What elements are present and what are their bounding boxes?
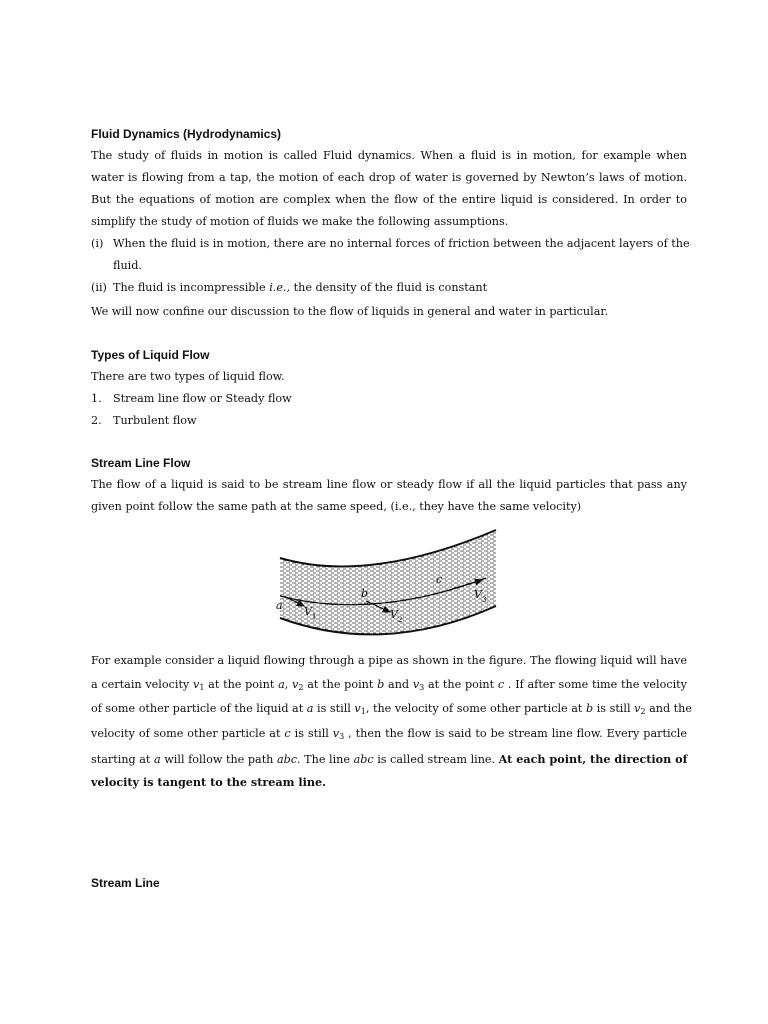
assumption-1-text-continued: fluid. [113, 259, 142, 272]
example-line-1: For example consider a liquid flowing through a pipe as shown in the figure. The flowing liquid will have [91, 654, 687, 667]
assumption-2-text: The fluid is incompressible i.e., the density of the fluid is constant [113, 281, 488, 294]
heading-fluid-dynamics: Fluid Dynamics (Hydrodynamics) [91, 127, 282, 141]
example-line-2: a certain velocity $v_1$ at the point a, $v_2$ at the point b and $v_3$ at the point c . If after some time the velocity [91, 678, 687, 692]
pipe-flow-figure [274, 526, 498, 638]
figure-subscript-3: 3 [482, 596, 487, 604]
paragraph-fluid-dynamics-intro: The study of fluids in motion is called Fluid dynamics. When a fluid is in motion, for example when water is flowing from a tap, the motion of each drop of water is governed by Newton’s laws of motion. But the equations of motion are complex when the flow of the entire liquid is considered. In order to simplify the study of motion of fluids we make the following assumptions. [91, 149, 687, 228]
paragraph-types-intro: There are two types of liquid flow. [91, 370, 285, 383]
list-item-stream-line-flow: Stream line flow or Steady flow [113, 392, 292, 405]
assumption-1-number: (i) [91, 237, 104, 250]
list-item-turbulent-flow: Turbulent flow [113, 414, 197, 427]
figure-label-b: b [361, 587, 369, 600]
list-item-number: 1. [91, 392, 102, 405]
figure-label-v1: V [304, 605, 312, 618]
paragraph-conclusion: We will now confine our discussion to the flow of liquids in general and water in particular. [91, 305, 609, 318]
heading-stream-line-flow: Stream Line Flow [91, 456, 191, 470]
figure-subscript-2: 2 [398, 616, 403, 624]
figure-label-v3: V [474, 588, 482, 601]
figure-subscript-1: 1 [312, 613, 317, 621]
list-item-number: 2. [91, 414, 102, 427]
assumption-2-number: (ii) [91, 281, 107, 294]
example-line-3: of some other particle of the liquid at a is still $v_1$, the velocity of some other particle at b is still $v_2$ and the [91, 702, 693, 716]
paragraph-stream-line-definition: The flow of a liquid is said to be stream line flow or steady flow if all the liquid particles that pass any given point follow the same path at the same speed, (i.e., they have the same velocity) [91, 478, 687, 513]
heading-types-of-liquid-flow: Types of Liquid Flow [91, 348, 210, 362]
figure-label-c: c [436, 573, 443, 586]
heading-stream-line: Stream Line [91, 876, 160, 890]
example-line-4: velocity of some other particle at c is still $v_3$ , then the flow is said to be stream line flow. Every particle [91, 727, 688, 741]
example-line-5: starting at a will follow the path abc. The line abc is called stream line. At each point, the direction of [91, 752, 688, 766]
figure-label-a: a [276, 599, 283, 612]
figure-label-v2: V [390, 608, 398, 621]
assumption-1-text: When the fluid is in motion, there are no internal forces of friction between the adjacent layers of the [113, 237, 690, 250]
example-line-6: velocity is tangent to the stream line. [91, 775, 327, 789]
